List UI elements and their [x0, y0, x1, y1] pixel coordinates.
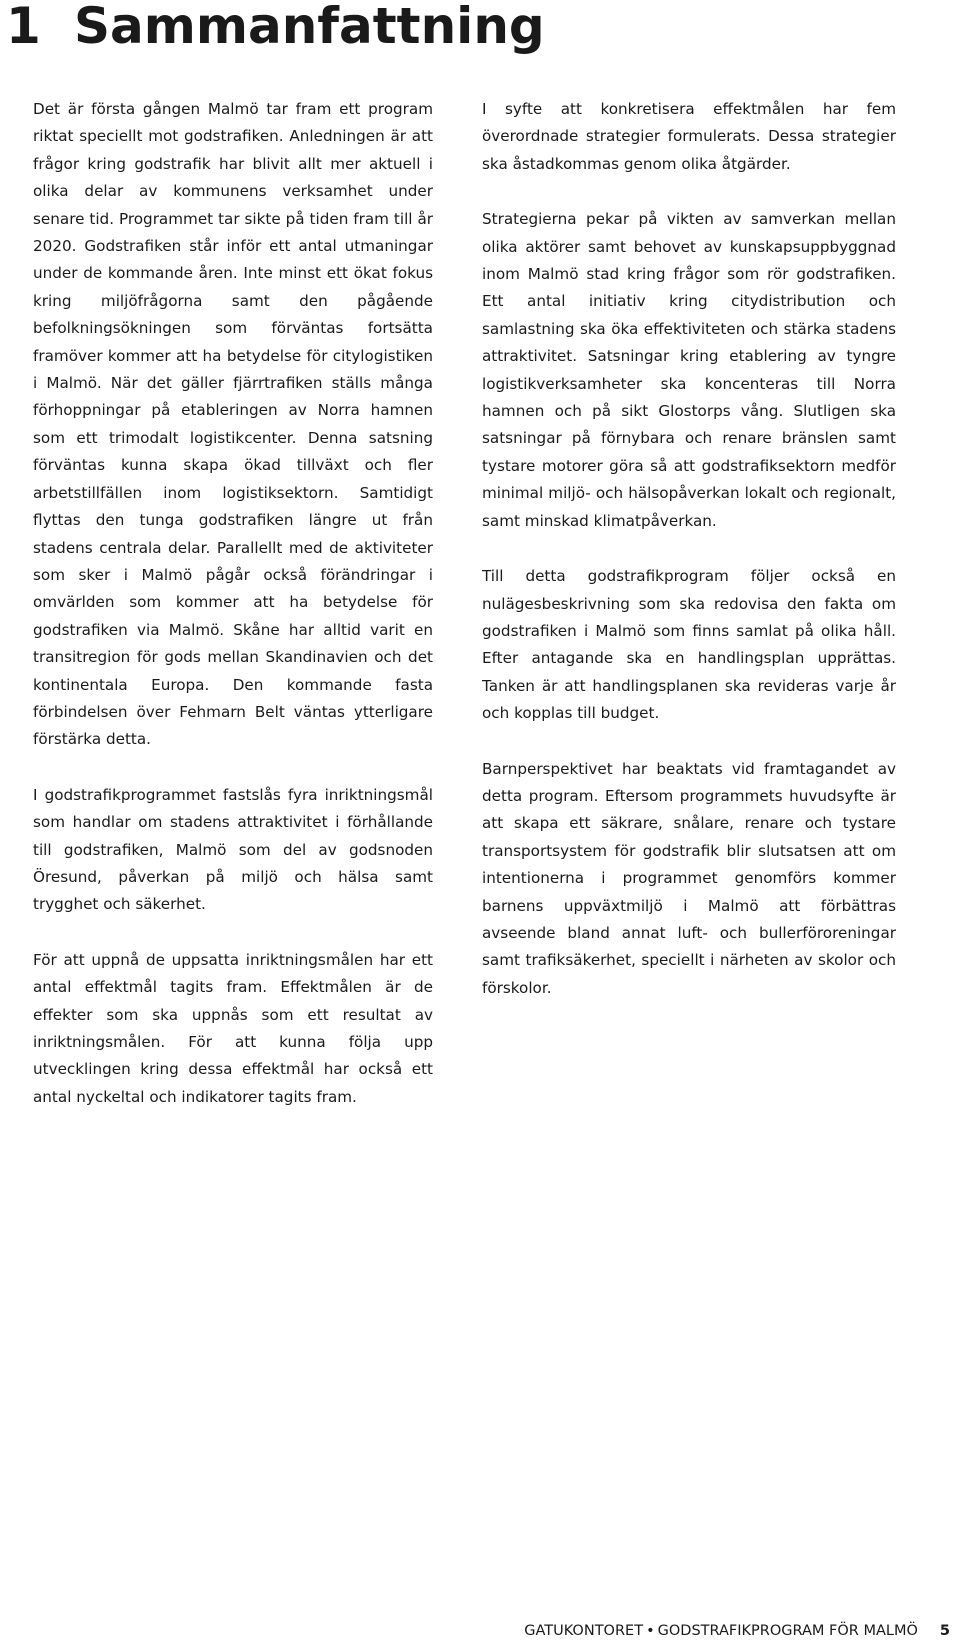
footer-org: GATUKONTORET [524, 1623, 644, 1639]
left-column [33, 96, 433, 1139]
page-footer [524, 1622, 950, 1640]
body-paragraph: För att uppnå de uppsatta inriktningsmålen har ett antal effektmål tagits fram. Effektmålen är de effekter som ska uppnås som ett resultat av inriktningsmålen. För att kunna följa upp utvecklingen kring dessa effektmål har också ett antal nyckeltal och indikatorer tagits fram. [33, 950, 433, 1106]
chapter-number: 1 [6, 0, 41, 55]
body-paragraph: Till detta godstrafikprogram följer också en nulägesbeskrivning som ska redovisa den fakta om godstrafiken i Malmö som finns samlat på olika håll. Efter antagande ska en handlingsplan upprättas. Tanken är att handlingsplanen ska revideras varje år och kopplas till budget. [482, 567, 896, 723]
body-paragraph: I syfte att konkretisera effektmålen har fem överordnade strategier formulerats. Dessa strategier ska åstadkommas genom olika åtgärder. [482, 100, 896, 173]
footer-separator: • [646, 1623, 655, 1639]
body-paragraph: I godstrafikprogrammet fastslås fyra inriktningsmål som handlar om stadens attraktivitet i förhållande till godstrafiken, Malmö som del av godsnoden Öresund, påverkan på miljö och hälsa samt trygghet och säkerhet. [33, 785, 433, 914]
footer-doc-title: GODSTRAFIKPROGRAM FÖR MALMÖ [657, 1623, 918, 1639]
page-number: 5 [939, 1623, 950, 1639]
right-column [482, 96, 896, 1030]
body-paragraph: Barnperspektivet har beaktats vid framtagandet av detta program. Eftersom programmets huvudsyfte är att skapa ett säkrare, snålare, renare och tystare transportsystem för godstrafik blir slutsatsen att om intentionerna i programmet genomförs kommer barnens uppväxtmiljö i Malmö att förbättras avseende bland annat luft- och bullerföroreningar samt trafiksäkerhet, speciellt i närheten av skolor och förskolor. [482, 759, 896, 997]
page-heading [6, 0, 545, 56]
body-paragraph: Det är första gången Malmö tar fram ett program riktat speciellt mot godstrafiken. Anledningen är att frågor kring godstrafik har blivit allt mer aktuell i olika delar av kommunens verksamhet under senare tid. Programmet tar sikte på tiden fram till år 2020. Godstrafiken står inför ett antal utmaningar under de kommande åren. Inte minst ett ökat fokus kring miljöfrågorna samt den pågående befolkningsökningen som förväntas fortsätta framöver kommer att ha betydelse för citylogistiken i Malmö. När det gäller fjärrtrafiken ställs många förhoppningar på etableringen av Norra hamnen som ett trimodalt logistikcenter. Denna satsning förväntas kunna skapa ökad tillväxt och fler arbetstillfällen inom logistiksektorn. Samtidigt flyttas den tunga godstrafiken längre ut från stadens centrala delar. Parallellt med de aktiviteter som sker i Malmö pågår också förändringar i omvärlden som kommer att ha betydelse för godstrafiken via Malmö. Skåne har alltid varit en transitregion för gods mellan Skandinavien och det kontinentala Europa. Den kommande fasta förbindelsen över Fehmarn Belt väntas ytterligare förstärka detta. [33, 100, 433, 749]
chapter-title: Sammanfattning [74, 0, 545, 55]
body-paragraph: Strategierna pekar på vikten av samverkan mellan olika aktörer samt behovet av kunskapsuppbyggnad inom Malmö stad kring frågor som rör godstrafiken. Ett antal initiativ kring citydistribution och samlastning ska öka effektiviteten och stärka stadens attraktivitet. Satsningar kring etablering av tyngre logistikverksamheter ska koncenteras till Norra hamnen och på sikt Glostorps vång. Slutligen ska satsningar på förnybara och renare bränslen samt tystare motorer göra så att godstrafiksektorn medför minimal miljö- och hälsopåverkan lokalt och regionalt, samt minskad klimatpåverkan. [482, 210, 896, 530]
